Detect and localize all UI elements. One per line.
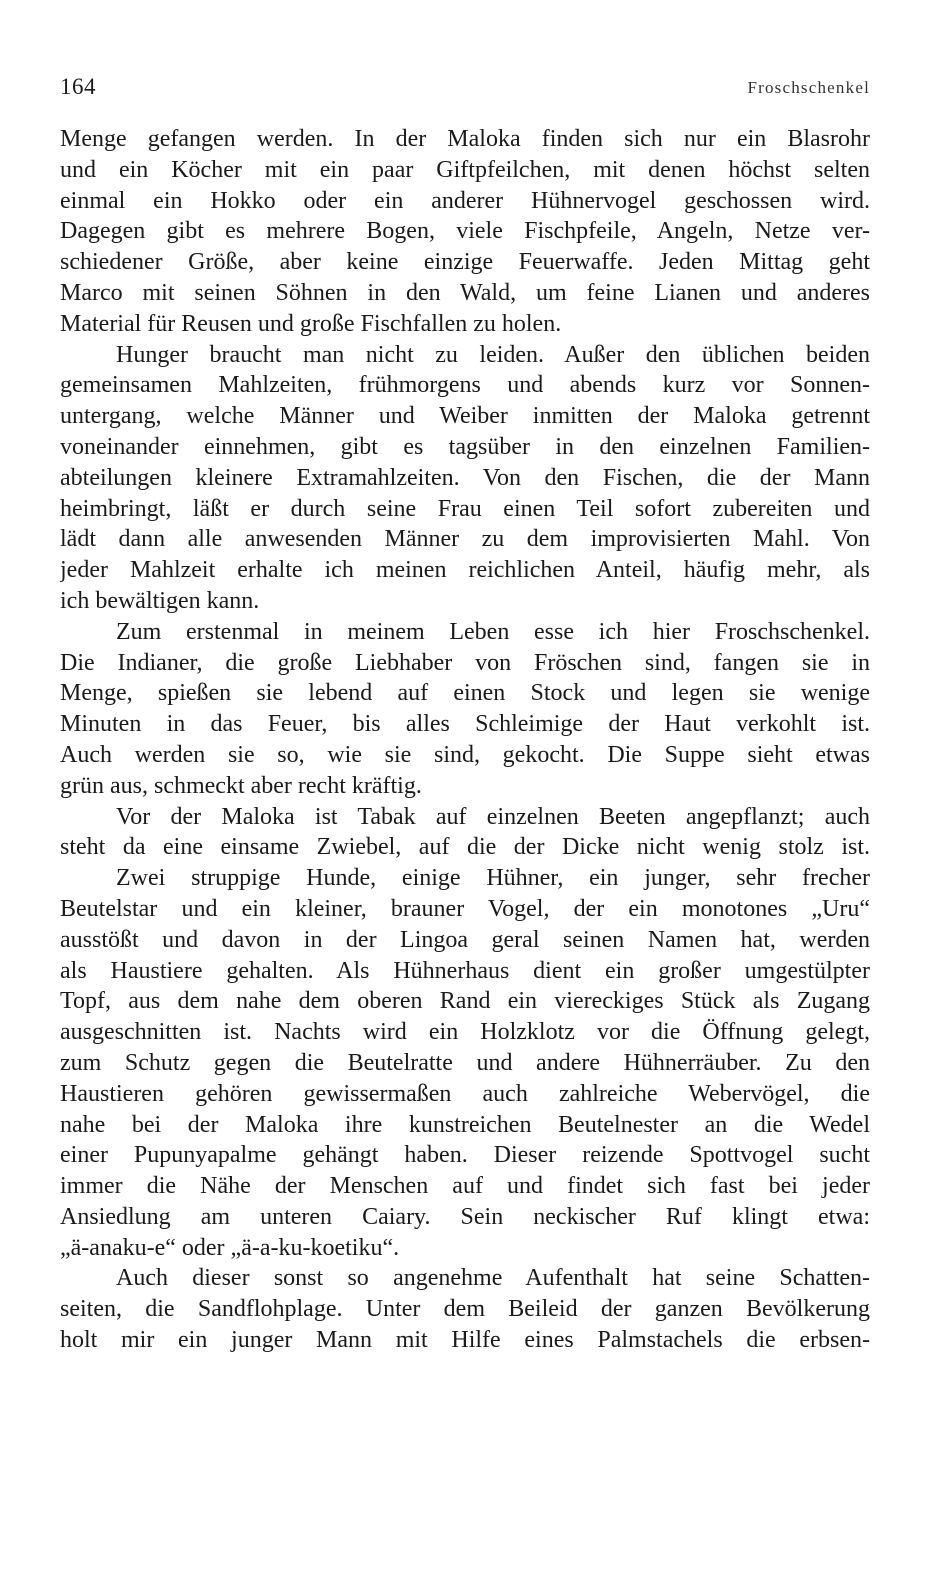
- text-line: voneinander einnehmen, gibt es tagsüber in den einzelnen Familien-: [60, 433, 870, 460]
- text-line: grün aus, schmeckt aber recht kräftig.: [60, 772, 422, 799]
- text-line: einmal ein Hokko oder ein anderer Hühnervogel geschossen wird.: [60, 187, 870, 214]
- text-line: Auch dieser sonst so angenehme Aufenthalt hat seine Schatten-: [116, 1265, 870, 1292]
- text-line: lädt dann alle anwesenden Männer zu dem improvisierten Mahl. Von: [60, 526, 870, 553]
- text-line: als Haustiere gehalten. Als Hühnerhaus dient ein großer umgestülpter: [60, 957, 870, 984]
- text-line: Beutelstar und ein kleiner, brauner Vogel, der ein monotones „Uru“: [60, 895, 870, 922]
- text-line: Menge gefangen werden. In der Maloka finden sich nur ein Blasrohr: [60, 126, 870, 152]
- page-number: 164: [60, 74, 96, 99]
- text-line: immer die Nähe der Menschen auf und findet sich fast bei jeder: [60, 1173, 870, 1200]
- text-line: steht da eine einsame Zwiebel, auf die der Dicke nicht wenig stolz ist.: [60, 834, 870, 861]
- text-line: Hunger braucht man nicht zu leiden. Außer den üblichen beiden: [116, 341, 870, 368]
- text-line: Menge, spießen sie lebend auf einen Stock und legen sie wenige: [60, 680, 870, 707]
- text-line: Zwei struppige Hunde, einige Hühner, ein junger, sehr frecher: [116, 865, 870, 892]
- running-head: Froschschenkel: [747, 78, 870, 97]
- page-header: [60, 74, 870, 104]
- text-line: Topf, aus dem nahe dem oberen Rand ein viereckiges Stück als Zugang: [60, 988, 870, 1015]
- text-line: holt mir ein junger Mann mit Hilfe eines Palmstachels die erbsen-: [60, 1327, 870, 1354]
- text-line: Minuten in das Feuer, bis alles Schleimige der Haut verkohlt ist.: [60, 711, 870, 738]
- text-line: Material für Reusen und große Fischfallen zu holen.: [60, 310, 562, 337]
- text-line: gemeinsamen Mahlzeiten, frühmorgens und abends kurz vor Sonnen-: [60, 372, 870, 399]
- text-line: Zum erstenmal in meinem Leben esse ich hier Froschschenkel.: [116, 618, 870, 645]
- text-line: schiedener Größe, aber keine einzige Feuerwaffe. Jeden Mittag geht: [60, 249, 870, 276]
- text-line: ich bewältigen kann.: [60, 587, 260, 614]
- text-line: zum Schutz gegen die Beutelratte und andere Hühnerräuber. Zu den: [60, 1049, 870, 1076]
- text-line: jeder Mahlzeit erhalte ich meinen reichlichen Anteil, häufig mehr, als: [60, 557, 870, 584]
- text-line: Marco mit seinen Söhnen in den Wald, um feine Lianen und anderes: [60, 279, 870, 306]
- text-line: ausgeschnitten ist. Nachts wird ein Holzklotz vor die Öffnung gelegt,: [60, 1019, 870, 1046]
- body-text: [60, 124, 870, 1356]
- text-line: „ä-anaku-e“ oder „ä-a-ku-koetiku“.: [60, 1234, 400, 1261]
- text-line: und ein Köcher mit ein paar Giftpfeilchen, mit denen höchst selten: [60, 156, 870, 183]
- text-line: Vor der Maloka ist Tabak auf einzelnen Beeten angepflanzt; auch: [116, 803, 870, 830]
- text-line: Dagegen gibt es mehrere Bogen, viele Fischpfeile, Angeln, Netze ver-: [60, 218, 870, 245]
- text-line: untergang, welche Männer und Weiber inmitten der Maloka getrennt: [60, 403, 870, 430]
- text-line: Auch werden sie so, wie sie sind, gekocht. Die Suppe sieht etwas: [60, 741, 870, 768]
- text-line: Haustieren gehören gewissermaßen auch zahlreiche Webervögel, die: [60, 1080, 870, 1107]
- text-line: Die Indianer, die große Liebhaber von Fröschen sind, fangen sie in: [60, 649, 870, 676]
- text-line: Ansiedlung am unteren Caiary. Sein neckischer Ruf klingt etwa:: [60, 1203, 870, 1230]
- text-line: ausstößt und davon in der Lingoa geral seinen Namen hat, werden: [60, 926, 870, 953]
- text-line: seiten, die Sandflohplage. Unter dem Beileid der ganzen Bevölkerung: [60, 1296, 870, 1323]
- text-line: abteilungen kleinere Extramahlzeiten. Von den Fischen, die der Mann: [60, 464, 870, 491]
- text-line: heimbringt, läßt er durch seine Frau einen Teil sofort zubereiten und: [60, 495, 870, 522]
- text-line: einer Pupunyapalme gehängt haben. Dieser reizende Spottvogel sucht: [60, 1142, 870, 1169]
- text-line: nahe bei der Maloka ihre kunstreichen Beutelnester an die Wedel: [60, 1111, 870, 1138]
